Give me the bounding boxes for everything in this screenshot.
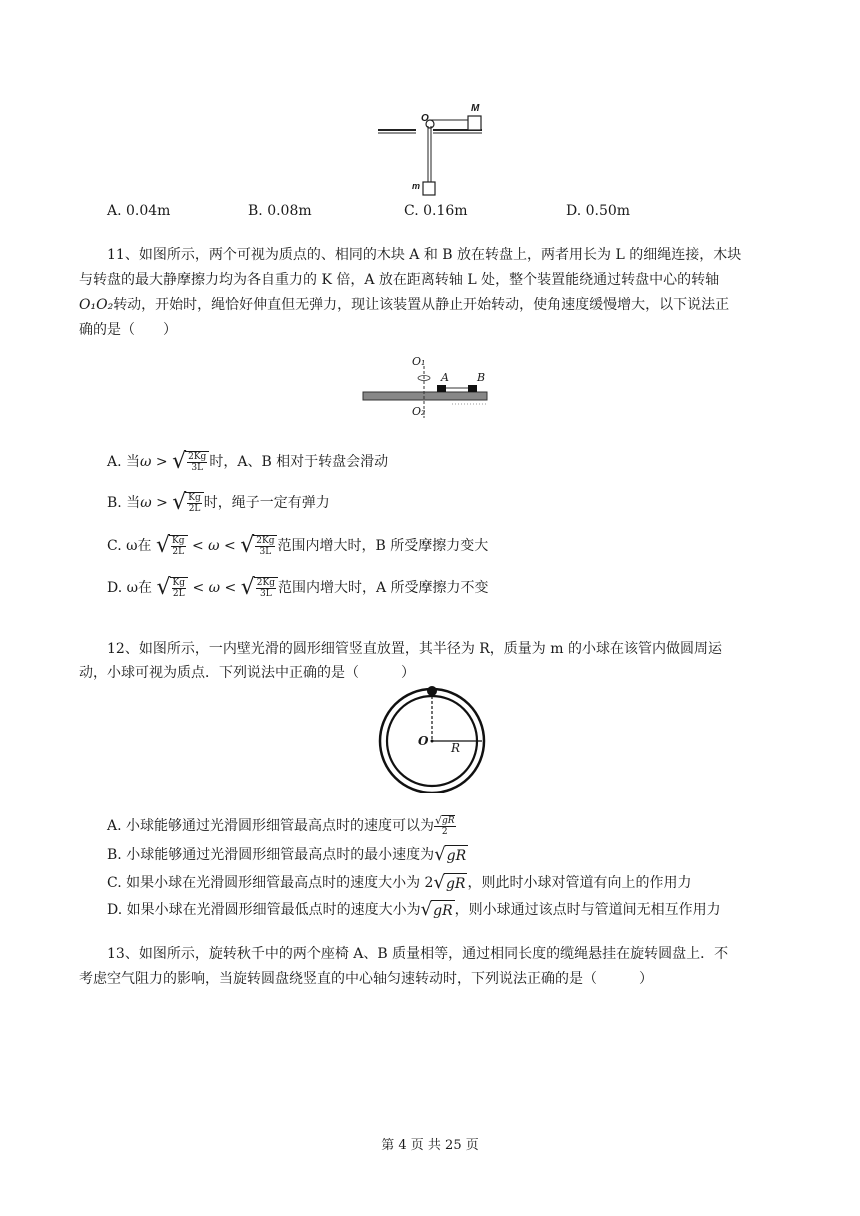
frac-num: 2Kg — [256, 536, 275, 546]
q12-option-d — [107, 899, 721, 921]
q10-option-c: C. 0.16m — [404, 203, 468, 219]
gt-sign: > — [155, 454, 168, 470]
label-O2: O₂ — [412, 405, 426, 418]
label-B: B — [477, 371, 486, 384]
lt-sign: < — [192, 580, 205, 596]
radicand: gR — [431, 900, 455, 921]
q11-stem-line-2: 与转盘的最大静摩擦力均为各自重力的 K 倍，A 放在距离转轴 L 处，整个装置能绕通过转盘中心的转轴 — [79, 272, 720, 288]
frac-num: Kg — [188, 493, 201, 503]
frac-den: 3L — [260, 589, 272, 599]
omega: ω — [140, 454, 152, 470]
q11-stem-line-3 — [79, 295, 729, 315]
frac-den: 2 — [441, 827, 448, 837]
frac-den: 3L — [259, 547, 272, 557]
option-post: 时， — [209, 454, 238, 470]
q11-option-a — [107, 451, 388, 473]
sqrt-expression: √ $\frac{Kg}{2L}$ — [172, 492, 204, 514]
fraction: √ gR 2 — [435, 813, 455, 837]
gt-sign: > — [156, 495, 168, 511]
q13-stem-line-1: 13、如图所示，旋转秋千中的两个座椅 A、B 质量相等，通过相同长度的缆绳悬挂在旋转圆盘上．不 — [107, 946, 729, 962]
sqrt-expression: √ $\frac{2Kg}{3L}$ — [241, 577, 278, 599]
option-prefix: D. ω在 — [107, 580, 153, 596]
option-post: ，则此时小球对管道有向上的作用力 — [467, 875, 692, 891]
frac-den: 2L — [188, 504, 201, 514]
q13-stem-line-2: 考虑空气阻力的影响，当旋转圆盘绕竖直的中心轴匀速转动时，下列说法正确的是（ ） — [79, 971, 653, 987]
q11-option-b — [107, 492, 330, 514]
q12-stem-line-2: 动，小球可视为质点．下列说法中正确的是（ ） — [79, 665, 415, 681]
q11-stem-line-3-text: 转动，开始时，绳恰好伸直但无弹力，现让该装置从静止开始转动，使角速度缓慢增大，以下说法正 — [113, 297, 730, 313]
q11-stem-line-1: 11、如图所示，两个可视为质点的、相同的木块 A 和 B 放在转盘上，两者用长为 L 的细绳连接，木块 — [107, 247, 742, 263]
option-prefix: C. ω在 — [107, 538, 152, 554]
frac-num: 2Kg — [256, 578, 275, 588]
page-footer: 第 4 页 共 25 页 — [381, 1138, 479, 1153]
circular-tube-figure — [366, 683, 496, 793]
frac-num: Kg — [172, 578, 186, 588]
omega: ω — [208, 538, 220, 554]
frac-den: 2L — [172, 589, 185, 599]
option-post: 范围内增大时，B 所受摩擦力变大 — [277, 538, 489, 554]
pulley-figure — [370, 102, 490, 198]
frac-num: Kg — [172, 536, 185, 546]
label-R: R — [451, 741, 461, 755]
option-post: 时，绳子一定有弹力 — [203, 495, 330, 511]
q12-option-a — [107, 815, 456, 837]
sqrt-expression: √ gR — [434, 844, 467, 865]
lt-sign: < — [191, 538, 204, 554]
sqrt-expression: √ $\frac{2Kg}{3L}$ — [172, 451, 209, 473]
sqrt-expression: √ $\frac{Kg}{2L}$ — [157, 577, 189, 599]
frac-num: gR — [442, 816, 455, 826]
q10-option-a: A. 0.04m — [107, 203, 171, 219]
omega: ω — [140, 495, 152, 511]
option-text: A. 小球能够通过光滑圆形细管最高点时的速度可以为 — [107, 818, 435, 834]
omega: ω — [208, 580, 221, 596]
label-O1: O₁ — [412, 355, 426, 368]
option-prefix: A. 当 — [107, 454, 141, 470]
sqrt-expression: √ $\frac{Kg}{2L}$ — [156, 535, 188, 557]
sqrt-expression: √ $\frac{2Kg}{3L}$ — [240, 535, 277, 557]
label-O: O — [418, 734, 429, 748]
option-post: 范围内增大时，A 所受摩擦力不变 — [277, 580, 489, 596]
option-text: D. 如果小球在光滑圆形细管最低点时的速度大小为 — [107, 902, 421, 918]
lt-sign: < — [224, 538, 236, 554]
frac-den: 3L — [191, 463, 204, 473]
q10-option-d: D. 0.50m — [566, 203, 631, 219]
label-O: O — [421, 113, 429, 124]
label-A: A — [441, 371, 449, 384]
frac-num: 2Kg — [188, 452, 207, 462]
option-tail: A、B 相对于转盘会滑动 — [237, 454, 389, 470]
frac-den: 2L — [172, 547, 185, 557]
q11-option-d — [107, 577, 489, 599]
axis-label: O₁O₂ — [79, 297, 114, 313]
option-post: ，则小球通过该点时与管道间无相互作用力 — [454, 902, 721, 918]
label-M: M — [471, 103, 480, 114]
sqrt-expression: √ gR — [420, 899, 453, 920]
option-prefix: B. 当 — [107, 495, 141, 511]
option-text: C. 如果小球在光滑圆形细管最高点时的速度大小为 2 — [107, 875, 434, 891]
q12-stem-line-1: 12、如图所示，一内壁光滑的圆形细管竖直放置，其半径为 R，质量为 m 的小球在该管内做圆周运 — [107, 641, 722, 657]
q12-option-c — [107, 872, 691, 894]
label-m: m — [412, 181, 421, 191]
radicand: gR — [444, 873, 468, 894]
q11-stem-line-4: 确的是（ ） — [79, 322, 177, 338]
q11-option-c — [107, 535, 488, 557]
sqrt-expression: √ gR — [433, 872, 466, 893]
option-text: B. 小球能够通过光滑圆形细管最高点时的最小速度为 — [107, 847, 435, 863]
q12-option-b — [107, 844, 468, 866]
lt-sign: < — [224, 580, 237, 596]
radicand: gR — [445, 845, 469, 866]
q10-option-b: B. 0.08m — [248, 203, 312, 219]
